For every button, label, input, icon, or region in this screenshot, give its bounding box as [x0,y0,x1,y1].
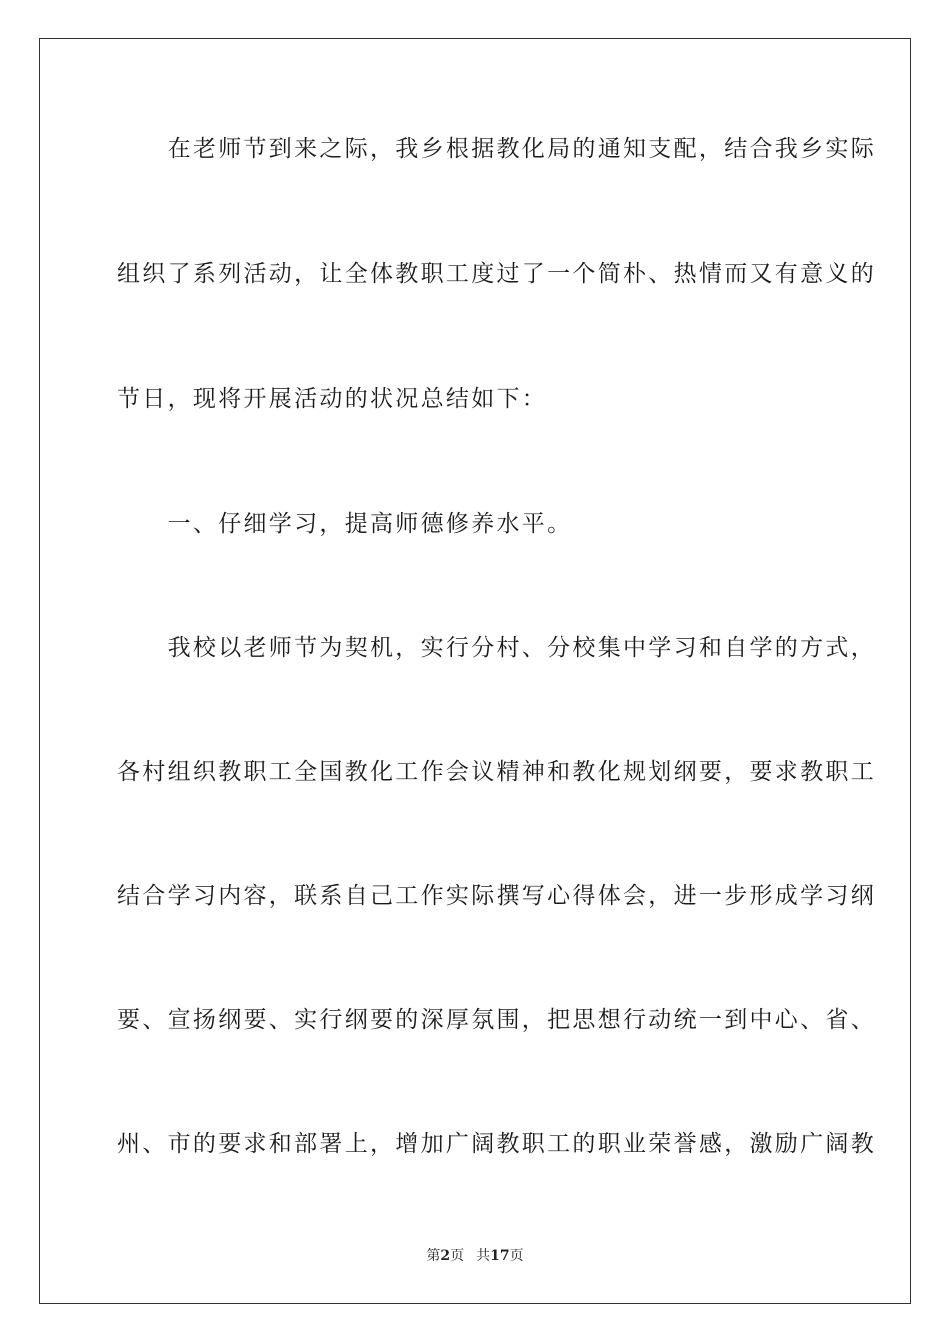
page-number-prefix: 第 [426,1248,441,1264]
paragraph-line-3: 节日，现将开展活动的状况总结如下： [117,386,548,412]
page-number-suffix: 页 [450,1248,465,1264]
paragraph-line-6: 各村组织教职工全国教化工作会议精神和教化规划纲要，要求教职工 [117,759,876,785]
paragraph-line-5: 我校以老师节为契机，实行分村、分校集中学习和自学的方式， [117,635,876,661]
page-footer [0,1246,950,1266]
page-border [39,38,911,1304]
total-pages-prefix: 共 [476,1248,491,1264]
current-page-number: 2 [440,1248,451,1264]
paragraph-line-9: 州、市的要求和部署上，增加广阔教职工的职业荣誉感，激励广阔教 [117,1131,876,1157]
total-pages-number: 17 [490,1248,510,1264]
paragraph-line-7: 结合学习内容，联系自己工作实际撰写心得体会，进一步形成学习纲 [117,883,876,909]
paragraph-line-2: 组织了系列活动，让全体教职工度过了一个简朴、热情而又有意义的 [117,261,876,287]
paragraph-line-8: 要、宣扬纲要、实行纲要的深厚氛围，把思想行动统一到中心、省、 [117,1007,876,1033]
section-heading-1: 一、仔细学习，提高师德修养水平。 [117,511,573,537]
total-pages-suffix: 页 [509,1248,524,1264]
paragraph-line-1: 在老师节到来之际，我乡根据教化局的通知支配，结合我乡实际 [117,136,876,162]
